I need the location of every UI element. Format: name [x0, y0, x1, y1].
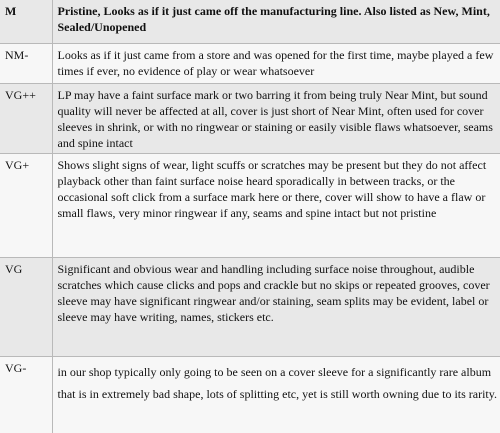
- table-row: [0, 0, 500, 43]
- grade-label: M: [0, 0, 52, 43]
- grade-label: VG-: [0, 356, 52, 433]
- grade-description: in our shop typically only going to be seen on a cover sleeve for a significantly rare album that is in extremely bad shape, lots of splitting etc, yet is still worth owning due to its rarity.: [52, 356, 500, 433]
- grade-description: Looks as if it just came from a store and was opened for the first time, maybe played a few times if ever, no evidence of play or wear whatsoever: [52, 43, 500, 83]
- table-row: [0, 43, 500, 83]
- grade-description: Shows slight signs of wear, light scuffs or scratches may be present but they do not affect playback other than faint surface noise heard sporadically in between tracks, or the occasional soft click from a surface mark here or there, cover will show to have a flaw or small flaws, very minor ringwear if any, seams and spine intact but not pristine: [52, 153, 500, 257]
- table-row: [0, 153, 500, 257]
- table-row: [0, 257, 500, 356]
- grade-label: VG: [0, 257, 52, 356]
- grade-description: Pristine, Looks as if it just came off the manufacturing line. Also listed as New, Mint, Sealed/Unopened: [52, 0, 500, 43]
- grade-description: LP may have a faint surface mark or two barring it from being truly Near Mint, but sound quality will never be affected at all, cover is just short of Near Mint, often used for cover sleeves in shrink, or with no ringwear or staining or easily visible flaws whatsoever, seams and spine intact: [52, 83, 500, 153]
- grade-label: NM-: [0, 43, 52, 83]
- grade-label: VG+: [0, 153, 52, 257]
- table-row: [0, 356, 500, 433]
- grade-description: Significant and obvious wear and handling including surface noise throughout, audible scratches which cause clicks and pops and crackle but no skips or repeated grooves, cover sleeve may have significant ringwear and/or staining, seam splits may be evident, label or sleeve may have writing, names, stickers etc.: [52, 257, 500, 356]
- grade-label: VG++: [0, 83, 52, 153]
- table-row: [0, 83, 500, 153]
